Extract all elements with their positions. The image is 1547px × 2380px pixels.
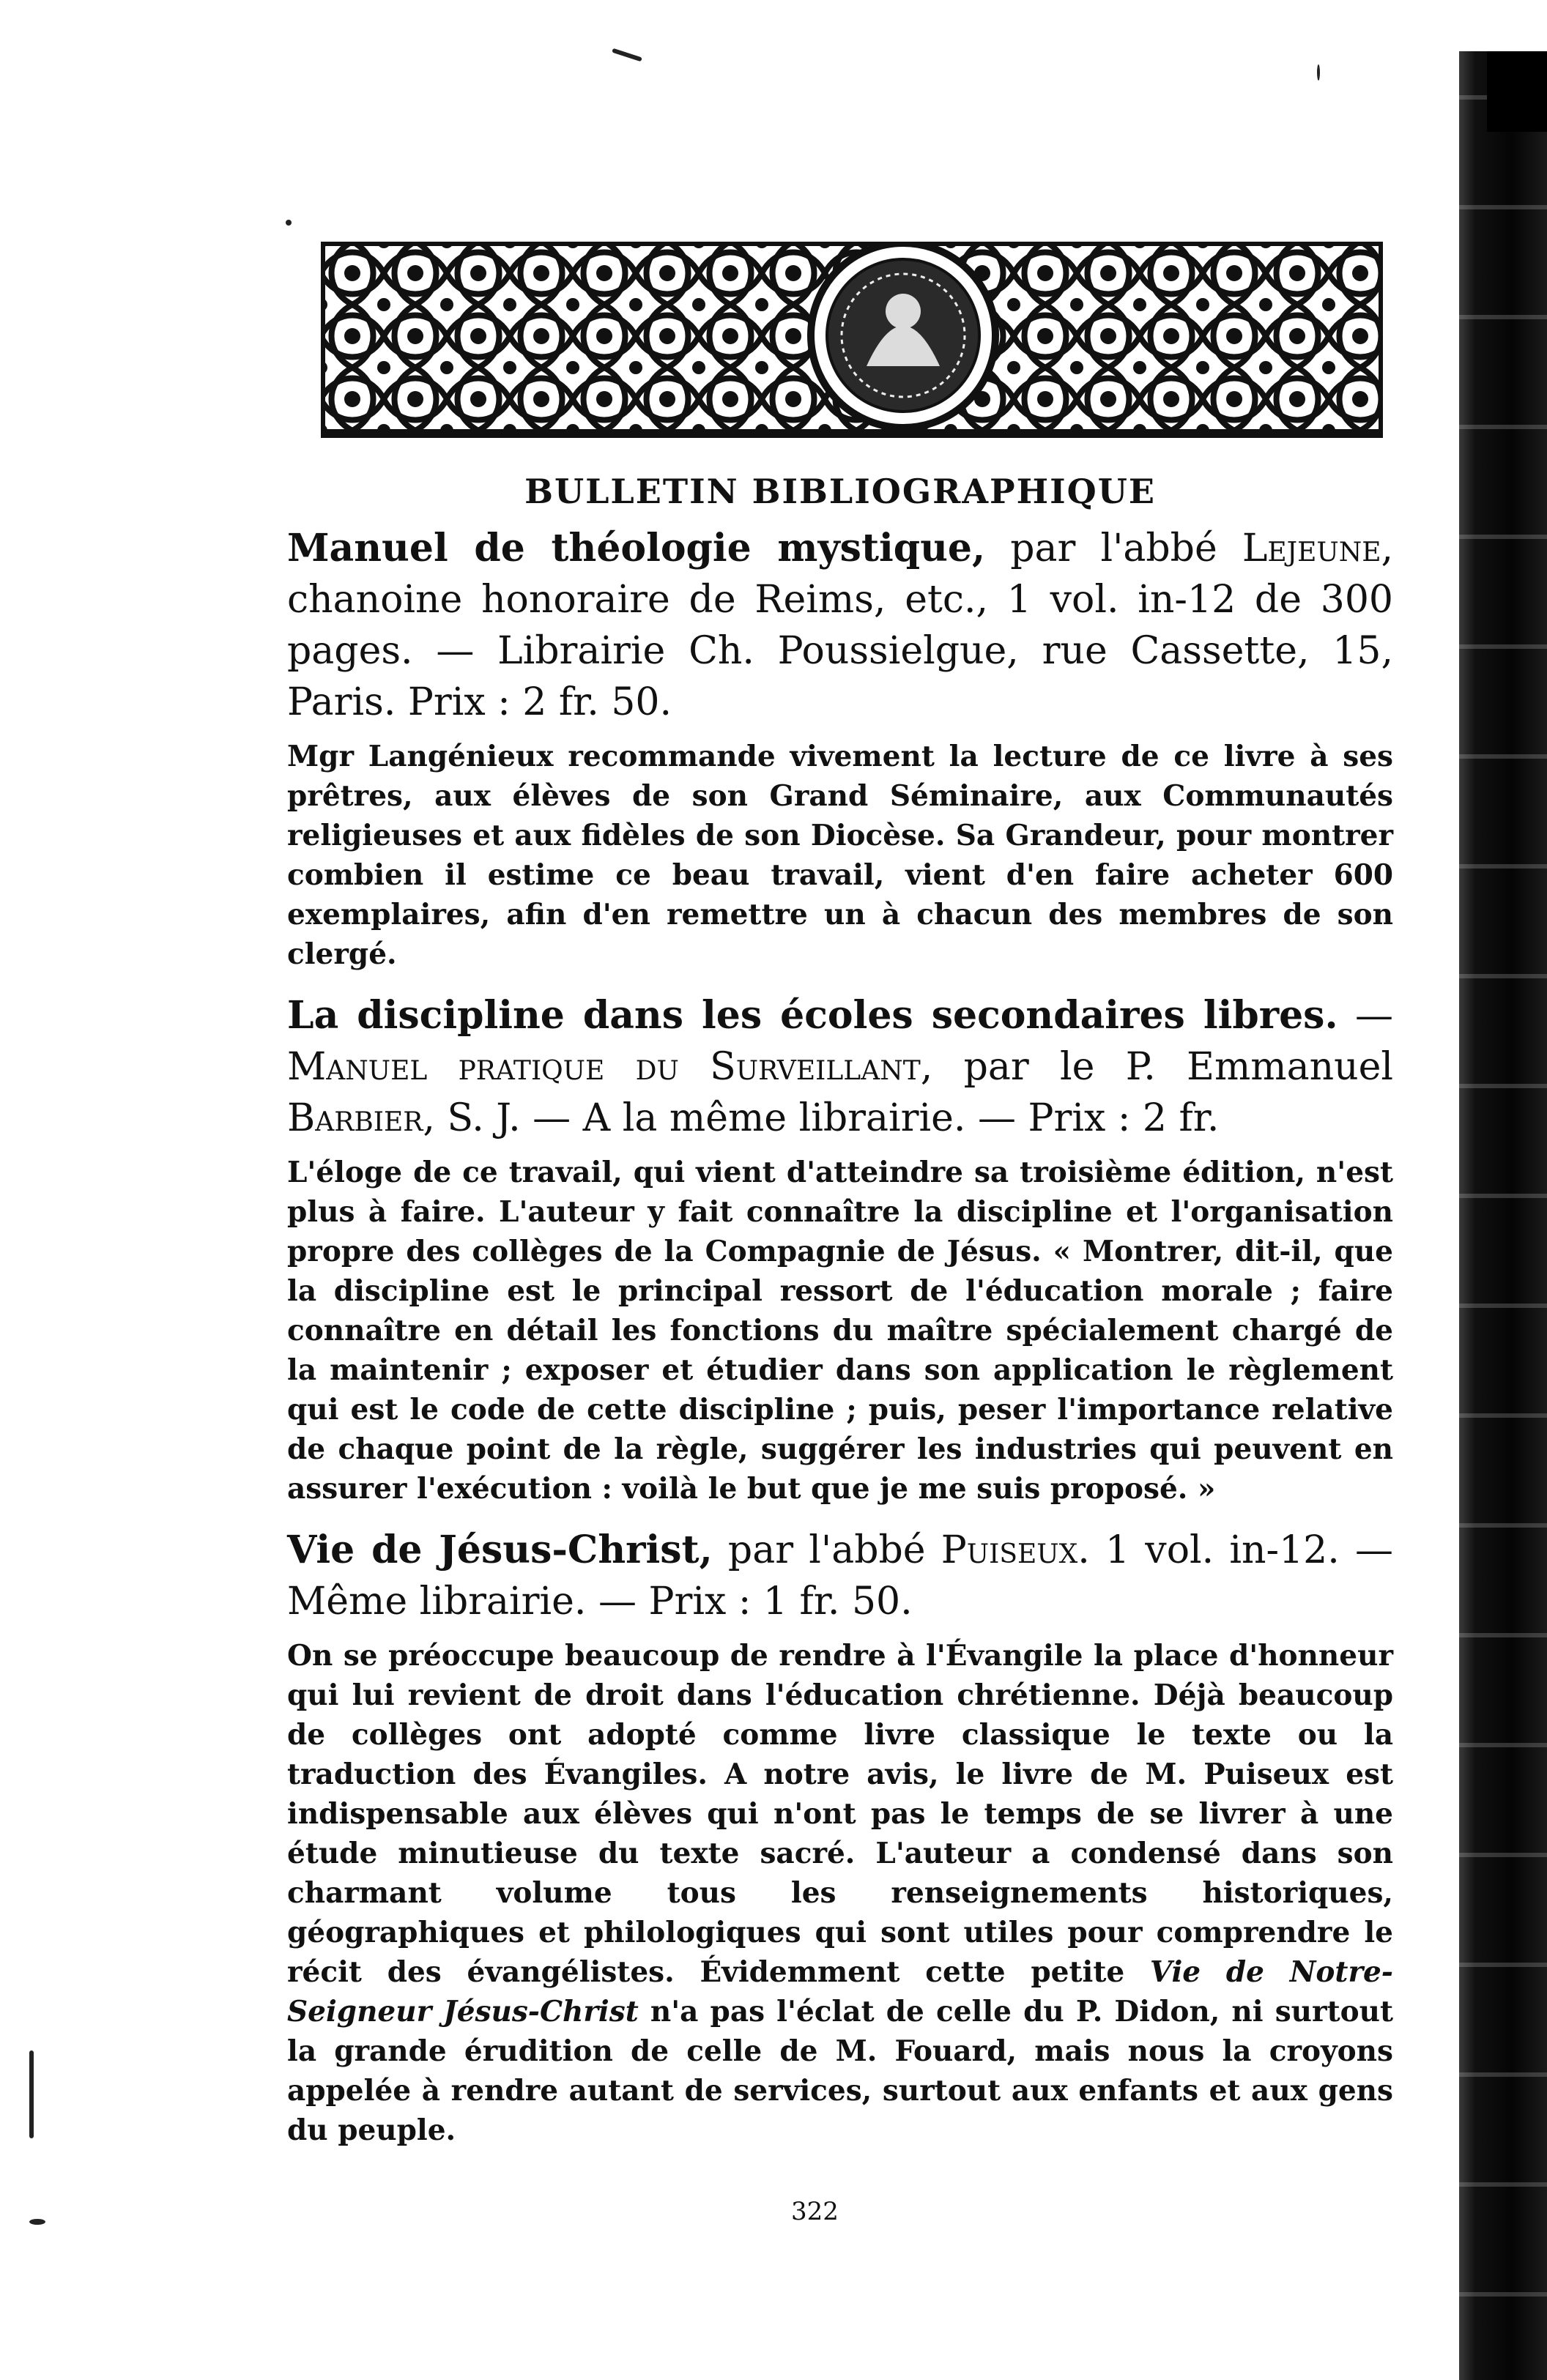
author-prefix: par le P. Emmanuel xyxy=(932,1045,1393,1089)
author-prefix: par l'abbé xyxy=(985,527,1242,570)
scan-margin-shadow xyxy=(1487,51,1547,132)
book-details: . 1 vol. in-12. — Même librairie. — Prix : 1 fr. 50. xyxy=(287,1528,1393,1624)
book-review xyxy=(287,1636,1393,2150)
page-heading: BULLETIN BIBLIOGRAPHIQUE xyxy=(524,472,1156,511)
print-speck xyxy=(612,48,642,62)
book-title: La discipline dans les écoles secondaires libres. xyxy=(287,993,1338,1038)
print-speck xyxy=(286,220,292,226)
author-name: Barbier xyxy=(287,1096,423,1140)
review-italic-title: Vie de Notre-Seigneur Jésus-Christ xyxy=(287,1955,1393,2028)
page-number: 322 xyxy=(791,2197,839,2226)
author-name: Lejeune xyxy=(1242,527,1381,570)
author-prefix: par l'abbé xyxy=(712,1528,941,1572)
book-subtitle: — Manuel pratique du Surveillant, xyxy=(287,994,1394,1089)
book-details: , S. J. — A la même librairie. — Prix : 2 fr. xyxy=(423,1096,1220,1140)
book-entry-title xyxy=(287,1525,1393,1627)
book-review: L'éloge de ce travail, qui vient d'atteindre sa troisième édition, n'est plus à faire. L'auteur y fait connaître la discipline et l'organisation propre des collèges de la Compagnie de Jésus. « Montrer, dit-il, que la discipline est le principal ressort de l'éducation morale ; faire connaître en détail les fonctions du maître spécialement chargé de la maintenir ; exposer et étudier dans son application le règlement qui est le code de cette discipline ; puis, peser l'importance relative de chaque point de la règle, suggérer les industries qui peuvent en assurer l'exécution : voilà le but que je me suis proposé. » xyxy=(287,1156,1393,1506)
book-review: Mgr Langénieux recommande vivement la lecture de ce livre à ses prêtres, aux élèves de son Grand Séminaire, aux Communautés religieuses et aux fidèles de son Diocèse. Sa Grandeur, pour montrer combien il estime ce beau travail, vient d'en faire acheter 600 exemplaires, afin d'en remettre un à chacun des membres de son clergé. xyxy=(287,740,1393,971)
book-entry-title xyxy=(287,523,1393,728)
print-speck xyxy=(29,2050,34,2138)
review-text: On se préoccupe beaucoup de rendre à l'Évangile la place d'honneur qui lui revient de droit dans l'éducation chrétienne. Déjà beaucoup de collèges ont adopté comme livre classique le texte ou la traduction des Évangiles. A notre avis, le livre de M. Puiseux est indispensable aux élèves qui n'ont pas le temps de se livrer à une étude minutieuse du texte sacré. L'auteur a condensé dans son charmant volume tous les renseignements historiques, géographiques et philologiques qui sont utiles pour comprendre le récit des évangélistes. Évidemment cette petite xyxy=(287,1639,1393,1989)
book-entry-title xyxy=(287,990,1393,1144)
print-speck xyxy=(1317,64,1320,81)
book-details: , chanoine honoraire de Reims, etc., 1 vol. in-12 de 300 pages. — Librairie Ch. Poussielgue, rue Cassette, 15, Paris. Prix : 2 fr. 50. xyxy=(287,527,1394,724)
print-speck xyxy=(29,2219,45,2225)
page-body xyxy=(287,469,1393,2166)
scan-margin-shadow xyxy=(1459,51,1547,2380)
author-name: Puiseux xyxy=(941,1528,1078,1572)
ornamental-headpiece xyxy=(321,242,1383,438)
book-title: Vie de Jésus-Christ, xyxy=(287,1528,713,1572)
book-title: Manuel de théologie mystique, xyxy=(287,526,986,570)
review-text: n'a pas l'éclat de celle du P. Didon, ni surtout la grande érudition de celle de M. Fouard, mais nous la croyons appelée à rendre autant de services, surtout aux enfants et aux gens du peuple. xyxy=(287,1995,1393,2147)
